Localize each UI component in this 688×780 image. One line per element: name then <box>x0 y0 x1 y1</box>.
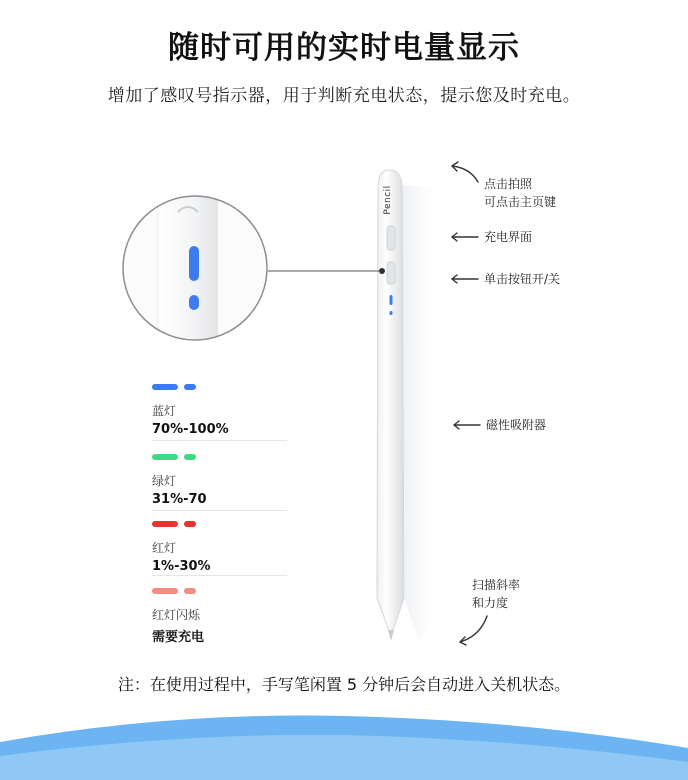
led-label-green: 绿灯 <box>152 474 177 488</box>
legend-divider-3 <box>152 575 287 576</box>
stylus-pencil <box>377 170 404 641</box>
callout-magnet: 磁性吸附器 <box>486 418 547 432</box>
led-value-red: 1%-30% <box>152 559 211 574</box>
led-swatch-bar <box>152 588 178 594</box>
led-legend-green <box>152 454 207 507</box>
callout-power: 单击按钮开/关 <box>484 272 561 286</box>
callout-photo-line1: 点击拍照 <box>484 177 533 191</box>
led-swatch-bar <box>152 454 178 460</box>
pencil-shadow <box>402 185 445 640</box>
led-swatch-green <box>152 454 207 462</box>
zoom-detail-circle <box>100 180 300 360</box>
led-indicator-short <box>390 311 393 315</box>
legend-divider-1 <box>152 440 287 441</box>
legend-divider-2 <box>152 510 287 511</box>
led-swatch-red-blink <box>152 588 204 596</box>
led-swatch-bar <box>184 588 196 594</box>
callout-tilt-line2: 和力度 <box>472 596 509 610</box>
page-subtitle: 增加了感叹号指示器，用于判断充电状态，提示您及时充电。 <box>107 86 581 106</box>
led-value-green: 31%-70 <box>152 492 207 507</box>
callout-charge: 充电界面 <box>484 230 533 244</box>
callout-photo <box>484 175 556 211</box>
pencil-brand-text: Pencil <box>383 185 393 215</box>
callout-tilt <box>472 576 520 612</box>
callout-arrows <box>452 162 487 645</box>
led-swatch-bar <box>152 521 178 527</box>
led-label-red-blink: 红灯闪烁 <box>152 608 201 622</box>
led-value-blue: 70%-100% <box>152 422 229 437</box>
zoom-pointer-dot <box>379 268 385 274</box>
led-label-blue: 蓝灯 <box>152 404 177 418</box>
page-title: 随时可用的实时电量显示 <box>168 30 520 66</box>
led-swatch-bar <box>184 384 196 390</box>
led-swatch-bar <box>152 384 178 390</box>
led-swatch-bar <box>184 521 196 527</box>
led-swatch-blue <box>152 384 229 392</box>
callout-photo-line2: 可点击主页键 <box>484 195 557 209</box>
led-legend-red-blink <box>152 588 204 645</box>
callout-tilt-line1: 扫描斜率 <box>472 578 521 592</box>
led-label-red: 红灯 <box>152 541 177 555</box>
footer-note: 注：在使用过程中，手写笔闲置 5 分钟后会自动进入关机状态。 <box>117 675 571 694</box>
charge-button[interactable] <box>387 226 395 250</box>
led-indicator-long <box>390 295 393 305</box>
arrow-photo <box>452 166 478 182</box>
led-legend-blue <box>152 384 229 437</box>
power-button[interactable] <box>387 262 395 284</box>
led-value-red-blink: 需要充电 <box>152 630 205 645</box>
led-swatch-bar <box>184 454 196 460</box>
led-legend-red <box>152 521 211 574</box>
led-swatch-red <box>152 521 211 529</box>
